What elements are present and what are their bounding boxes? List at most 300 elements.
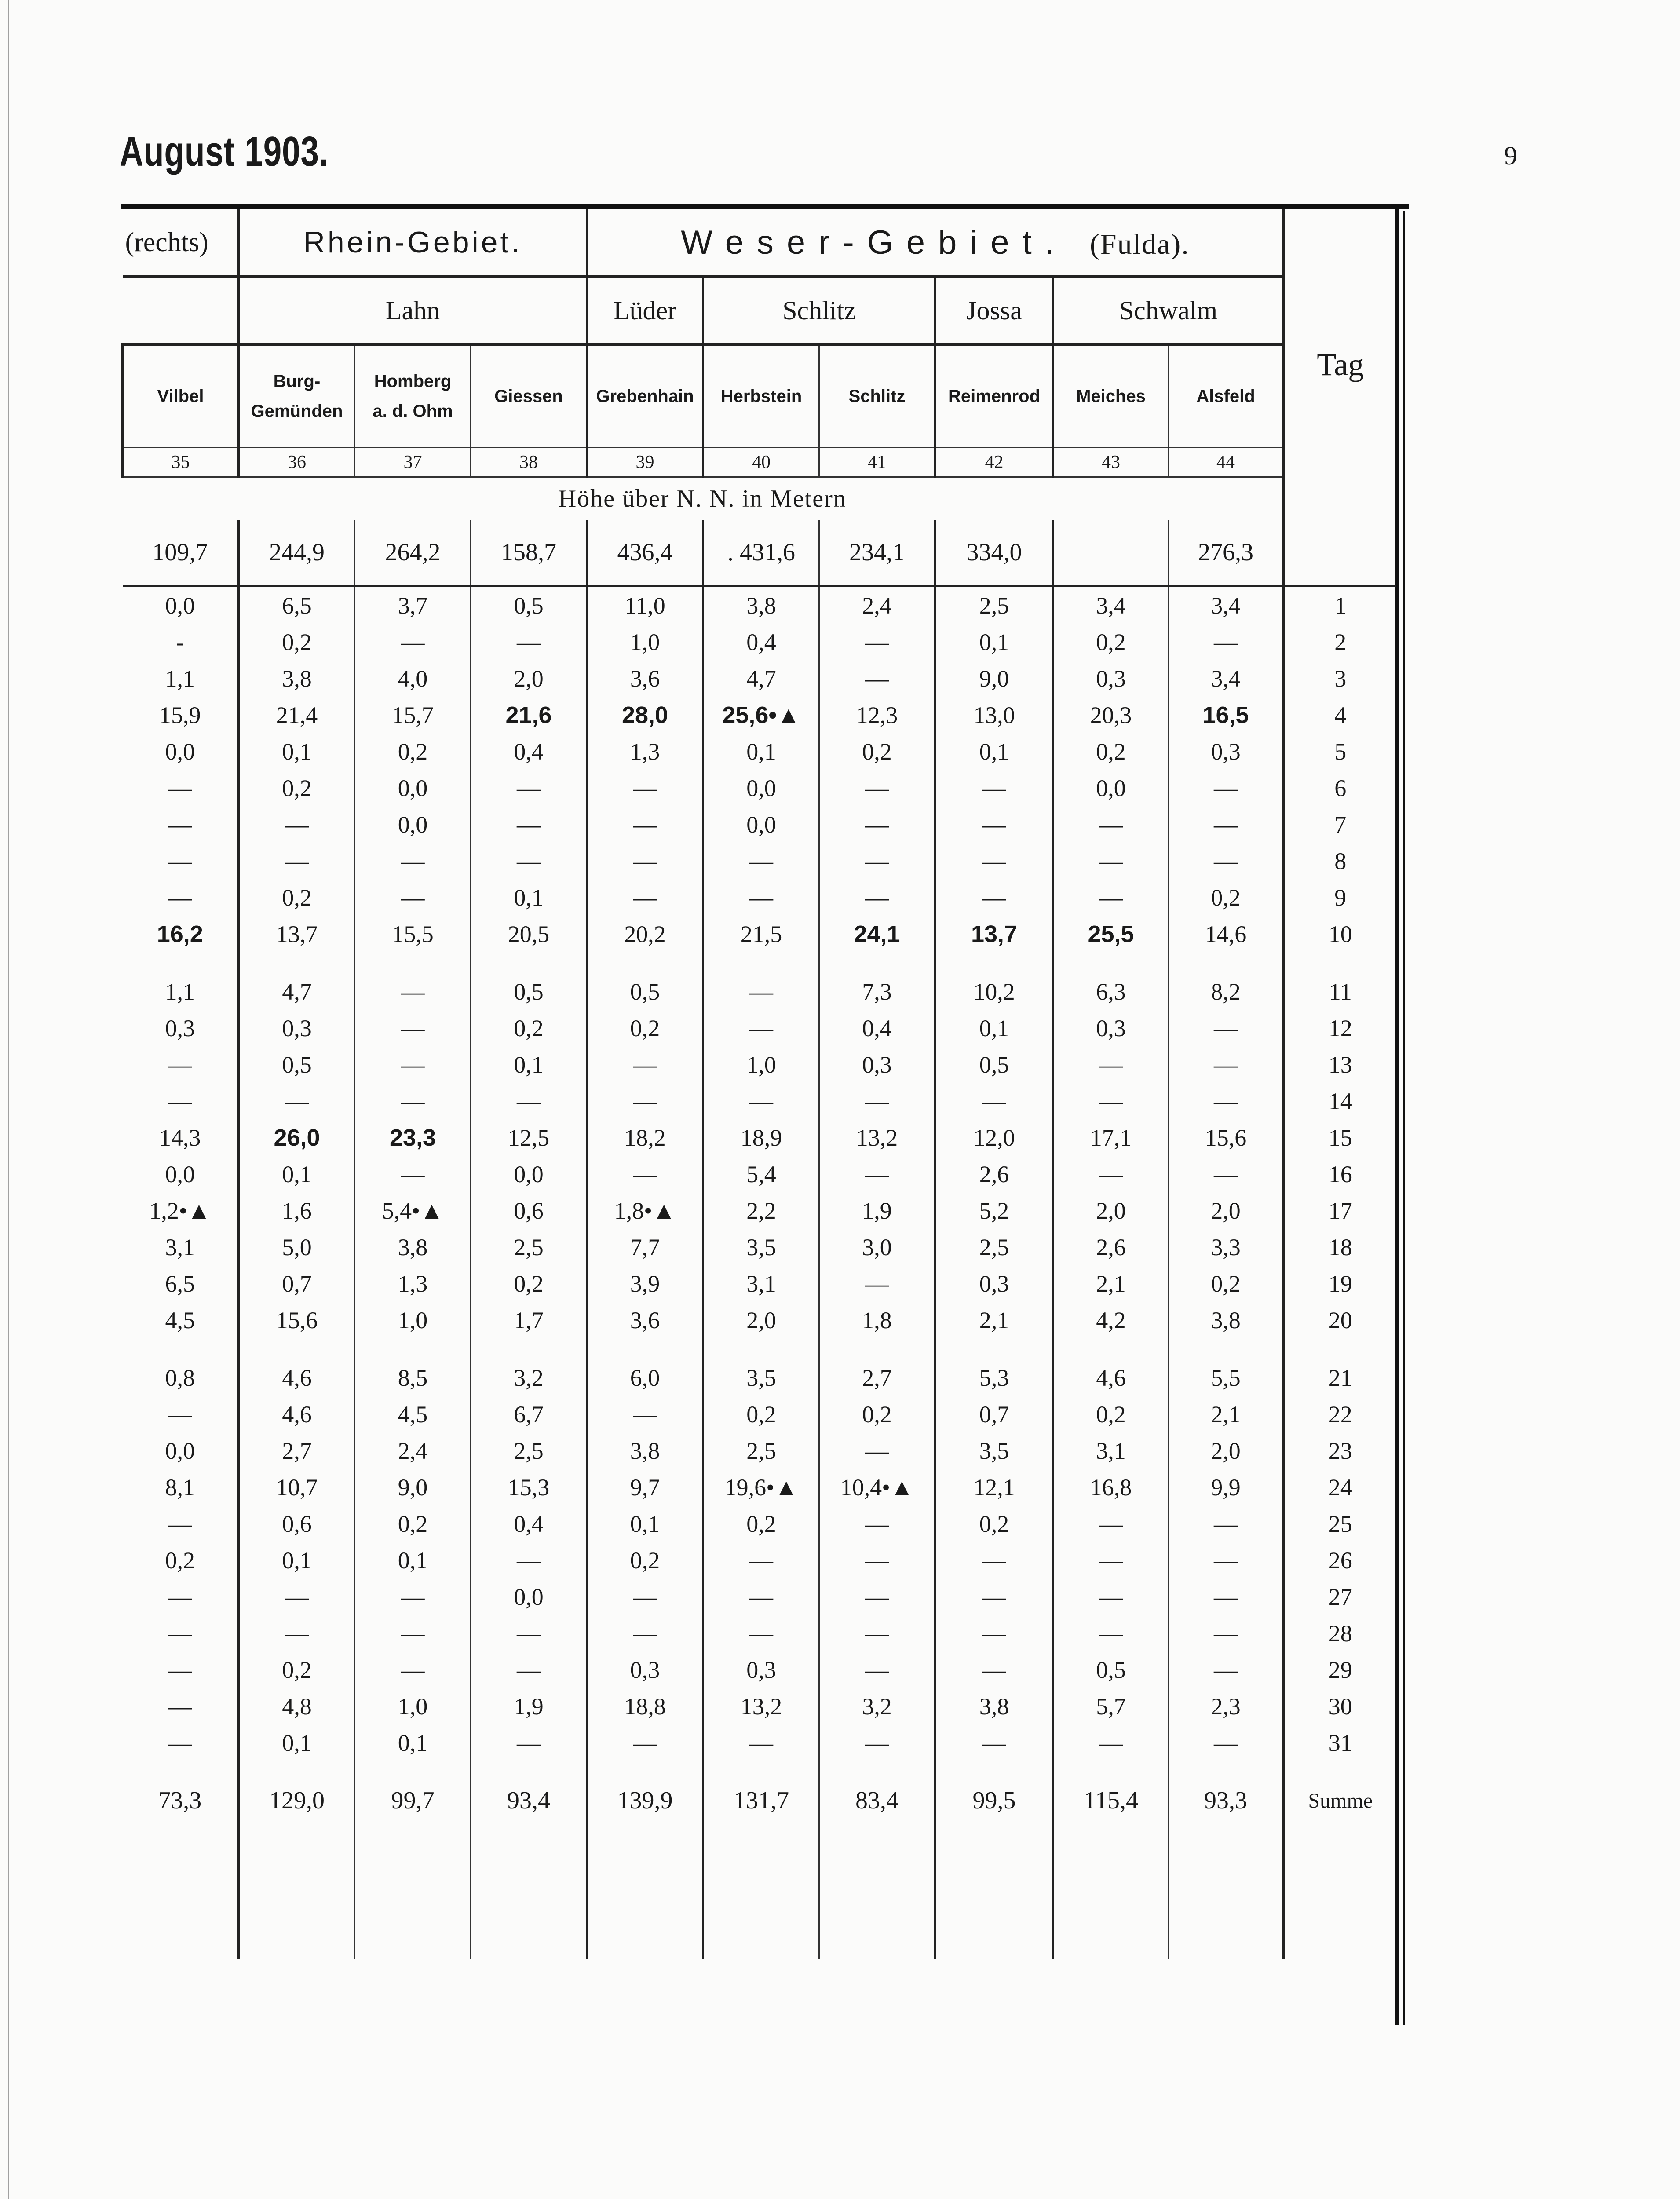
precipitation-cell: — xyxy=(168,811,192,838)
precipitation-cell: 14,6 xyxy=(1169,916,1284,952)
precipitation-cell: — xyxy=(587,879,703,916)
station-herbstein: Herbstein xyxy=(703,345,819,448)
precipitation-cell: — xyxy=(587,843,703,879)
altitude-heading-row xyxy=(123,477,1396,520)
precipitation-cell: 19,6•▲ xyxy=(703,1469,819,1505)
precipitation-cell: — xyxy=(168,774,192,801)
precipitation-cell: — xyxy=(355,1156,471,1192)
precipitation-cell: — xyxy=(935,1542,1053,1578)
precipitation-cell: — xyxy=(819,843,935,879)
table-row xyxy=(123,1469,1396,1505)
precipitation-cell: — xyxy=(168,1583,192,1610)
precipitation-cell: — xyxy=(819,1542,935,1578)
precipitation-cell: 2,0 xyxy=(1053,1192,1169,1229)
precipitation-cell: 7,3 xyxy=(819,973,935,1010)
river-lueder: Lüder xyxy=(587,277,703,345)
precipitation-cell: 20,5 xyxy=(471,916,587,952)
altitude-value: 109,7 xyxy=(123,520,239,586)
precipitation-cell: — xyxy=(935,1615,1053,1651)
precipitation-cell: — xyxy=(703,1578,819,1615)
day-number: 24 xyxy=(1284,1469,1396,1505)
precipitation-cell: 0,8 xyxy=(165,1364,195,1391)
table-row xyxy=(123,1688,1396,1724)
precipitation-cell: 0,2 xyxy=(703,1396,819,1432)
precipitation-cell: 0,2 xyxy=(239,879,355,916)
table-row xyxy=(123,1432,1396,1469)
table-row xyxy=(123,733,1396,770)
precipitation-cell: 1,9 xyxy=(471,1688,587,1724)
sum-row xyxy=(123,1774,1396,1827)
precipitation-cell: — xyxy=(1053,1046,1169,1083)
precipitation-cell: — xyxy=(1053,1578,1169,1615)
precipitation-cell: 0,2 xyxy=(165,1547,195,1574)
precipitation-cell: 2,7 xyxy=(239,1432,355,1469)
precipitation-cell: — xyxy=(168,1401,192,1428)
sum-value: 129,0 xyxy=(239,1774,355,1827)
precipitation-cell: — xyxy=(355,973,471,1010)
precipitation-cell: — xyxy=(819,624,935,660)
precipitation-cell: 0,3 xyxy=(935,1265,1053,1302)
precipitation-cell: — xyxy=(1053,1542,1169,1578)
precipitation-cell: 4,6 xyxy=(239,1359,355,1396)
station-grebenhain: Grebenhain xyxy=(587,345,703,448)
precipitation-cell: 3,8 xyxy=(1169,1302,1284,1338)
day-number: 12 xyxy=(1284,1010,1396,1046)
precipitation-cell: — xyxy=(168,1656,192,1683)
precipitation-cell: 2,2 xyxy=(703,1192,819,1229)
precipitation-cell: — xyxy=(587,1046,703,1083)
sum-separator xyxy=(123,1761,1396,1774)
page-title: August 1903. xyxy=(120,128,329,175)
precipitation-cell: 12,0 xyxy=(935,1119,1053,1156)
precipitation-cell: — xyxy=(471,1724,587,1761)
precipitation-cell: — xyxy=(1053,1156,1169,1192)
precipitation-cell: 23,3 xyxy=(355,1119,471,1156)
precipitation-cell: — xyxy=(168,884,192,911)
precipitation-cell: 2,3 xyxy=(1169,1688,1284,1724)
precipitation-cell: 13,2 xyxy=(703,1688,819,1724)
precipitation-cell: — xyxy=(819,1156,935,1192)
precipitation-cell: — xyxy=(239,1083,355,1119)
station-number: 36 xyxy=(239,448,355,477)
precipitation-cell: 11,0 xyxy=(587,586,703,624)
precipitation-cell: 21,4 xyxy=(239,697,355,733)
precipitation-cell: 0,0 xyxy=(471,1578,587,1615)
precipitation-cell: — xyxy=(819,1578,935,1615)
table-row xyxy=(123,1302,1396,1338)
precipitation-cell: 0,3 xyxy=(1053,660,1169,697)
station-name-row xyxy=(123,345,1396,448)
precipitation-cell: 0,0 xyxy=(355,770,471,806)
altitude-row xyxy=(123,520,1396,586)
precipitation-cell: 9,9 xyxy=(1169,1469,1284,1505)
precipitation-cell: 0,2 xyxy=(1169,879,1284,916)
precipitation-cell: — xyxy=(355,1615,471,1651)
precipitation-cell: — xyxy=(1053,1724,1169,1761)
day-number: 28 xyxy=(1284,1615,1396,1651)
table-row xyxy=(123,1229,1396,1265)
day-number: 2 xyxy=(1284,624,1396,660)
precipitation-cell: — xyxy=(355,879,471,916)
precipitation-cell: — xyxy=(471,806,587,843)
day-number: 15 xyxy=(1284,1119,1396,1156)
precipitation-cell: 12,1 xyxy=(935,1469,1053,1505)
precipitation-cell: — xyxy=(703,1724,819,1761)
precipitation-cell: — xyxy=(1169,1542,1284,1578)
precipitation-cell: 1,1 xyxy=(165,978,195,1005)
daily-values xyxy=(123,586,1396,1761)
precipitation-cell: 0,0 xyxy=(165,1437,195,1464)
precipitation-cell: 6,5 xyxy=(239,586,355,624)
precipitation-cell: — xyxy=(703,879,819,916)
precipitation-cell: 10,4•▲ xyxy=(819,1469,935,1505)
precipitation-cell: 0,6 xyxy=(471,1192,587,1229)
table-row xyxy=(123,1010,1396,1046)
day-number: 11 xyxy=(1284,973,1396,1010)
precipitation-cell: — xyxy=(703,1615,819,1651)
precipitation-cell: — xyxy=(819,879,935,916)
river-schlitz: Schlitz xyxy=(703,277,935,345)
precipitation-cell: 3,2 xyxy=(471,1359,587,1396)
precipitation-cell: 3,8 xyxy=(703,586,819,624)
precipitation-cell: — xyxy=(1169,1083,1284,1119)
precipitation-cell: — xyxy=(587,1396,703,1432)
precipitation-cell: — xyxy=(1053,1615,1169,1651)
station-giessen: Giessen xyxy=(471,345,587,448)
day-number: 17 xyxy=(1284,1192,1396,1229)
precipitation-table xyxy=(121,209,1396,1959)
precipitation-cell: 5,0 xyxy=(239,1229,355,1265)
precipitation-cell: — xyxy=(1169,1156,1284,1192)
precipitation-cell: 0,5 xyxy=(239,1046,355,1083)
precipitation-cell: — xyxy=(1169,1615,1284,1651)
precipitation-cell: 3,2 xyxy=(819,1688,935,1724)
river-blank xyxy=(123,277,239,345)
precipitation-cell: 0,3 xyxy=(1053,1010,1169,1046)
precipitation-cell: 0,0 xyxy=(703,806,819,843)
precipitation-cell: 2,5 xyxy=(935,586,1053,624)
station-schlitz: Schlitz xyxy=(819,345,935,448)
day-number: 6 xyxy=(1284,770,1396,806)
precipitation-cell: 1,7 xyxy=(471,1302,587,1338)
precipitation-cell: 1,3 xyxy=(587,733,703,770)
precipitation-cell: 3,0 xyxy=(819,1229,935,1265)
precipitation-cell: 3,4 xyxy=(1169,586,1284,624)
station-number-row xyxy=(123,448,1396,477)
precipitation-cell: — xyxy=(239,1578,355,1615)
precipitation-cell: — xyxy=(819,1615,935,1651)
sum-value: 73,3 xyxy=(158,1787,202,1814)
table-row xyxy=(123,916,1396,952)
altitude-heading: Höhe über N. N. in Metern xyxy=(558,485,847,512)
precipitation-cell: 3,8 xyxy=(935,1688,1053,1724)
precipitation-cell: 2,1 xyxy=(1053,1265,1169,1302)
table-row xyxy=(123,1083,1396,1119)
precipitation-cell: — xyxy=(1053,879,1169,916)
precipitation-cell: 0,1 xyxy=(471,879,587,916)
precipitation-cell: — xyxy=(471,843,587,879)
precipitation-cell: 3,7 xyxy=(355,586,471,624)
table-row xyxy=(123,586,1396,624)
precipitation-cell: 9,0 xyxy=(935,660,1053,697)
precipitation-cell: 4,5 xyxy=(355,1396,471,1432)
precipitation-cell: 4,5 xyxy=(165,1307,195,1333)
station-burg-gemuenden: Burg- Gemünden xyxy=(239,345,355,448)
precipitation-cell: — xyxy=(1169,1724,1284,1761)
precipitation-cell: — xyxy=(703,1010,819,1046)
precipitation-cell: 0,1 xyxy=(703,733,819,770)
precipitation-cell: 0,3 xyxy=(703,1651,819,1688)
day-number: 25 xyxy=(1284,1505,1396,1542)
precipitation-cell: — xyxy=(1169,1010,1284,1046)
tag-blank xyxy=(1284,520,1396,586)
altitude-value: 334,0 xyxy=(935,520,1053,586)
day-number: 5 xyxy=(1284,733,1396,770)
precipitation-cell: 13,7 xyxy=(239,916,355,952)
precipitation-cell: 2,1 xyxy=(935,1302,1053,1338)
sum-value: 99,5 xyxy=(935,1774,1053,1827)
precipitation-cell: 0,1 xyxy=(587,1505,703,1542)
precipitation-cell: 4,8 xyxy=(239,1688,355,1724)
precipitation-cell: 15,6 xyxy=(1169,1119,1284,1156)
altitude-value: 158,7 xyxy=(471,520,587,586)
precipitation-cell: 7,7 xyxy=(587,1229,703,1265)
precipitation-cell: — xyxy=(935,1083,1053,1119)
table-row xyxy=(123,1542,1396,1578)
precipitation-cell: 4,0 xyxy=(355,660,471,697)
precipitation-cell: 4,2 xyxy=(1053,1302,1169,1338)
block-gap xyxy=(123,1338,1396,1359)
table-tail xyxy=(123,1827,1396,1959)
precipitation-cell: — xyxy=(819,1083,935,1119)
precipitation-cell: 9,0 xyxy=(355,1469,471,1505)
sum-value: 99,7 xyxy=(355,1774,471,1827)
precipitation-cell: — xyxy=(168,1051,192,1078)
precipitation-cell: — xyxy=(587,1615,703,1651)
precipitation-cell: 16,8 xyxy=(1053,1469,1169,1505)
precipitation-cell: 0,2 xyxy=(819,733,935,770)
precipitation-cell: 0,5 xyxy=(471,586,587,624)
precipitation-cell: 5,3 xyxy=(935,1359,1053,1396)
precipitation-cell: 0,1 xyxy=(355,1724,471,1761)
weser-gebiet-heading xyxy=(587,209,1284,277)
day-number: 18 xyxy=(1284,1229,1396,1265)
precipitation-cell: 15,5 xyxy=(355,916,471,952)
precipitation-cell: — xyxy=(355,843,471,879)
precipitation-cell: 0,2 xyxy=(471,1265,587,1302)
day-number: 1 xyxy=(1284,586,1396,624)
day-number: 8 xyxy=(1284,843,1396,879)
precipitation-cell: 2,0 xyxy=(1169,1192,1284,1229)
altitude-value: 234,1 xyxy=(819,520,935,586)
day-number: 3 xyxy=(1284,660,1396,697)
precipitation-cell: — xyxy=(1169,843,1284,879)
precipitation-cell: 1,1 xyxy=(165,665,195,692)
precipitation-cell: 0,4 xyxy=(471,1505,587,1542)
station-reimenrod: Reimenrod xyxy=(935,345,1053,448)
precipitation-cell: 1,9 xyxy=(819,1192,935,1229)
precipitation-cell: 16,2 xyxy=(157,921,203,947)
precipitation-cell: 4,7 xyxy=(239,973,355,1010)
precipitation-cell: 2,6 xyxy=(1053,1229,1169,1265)
precipitation-cell: 0,1 xyxy=(935,624,1053,660)
table-row xyxy=(123,624,1396,660)
station-number: 44 xyxy=(1169,448,1284,477)
precipitation-cell: — xyxy=(819,1505,935,1542)
table-row xyxy=(123,1156,1396,1192)
station-number: 37 xyxy=(355,448,471,477)
table-row xyxy=(123,1046,1396,1083)
precipitation-cell: — xyxy=(355,1651,471,1688)
precipitation-cell: — xyxy=(819,1432,935,1469)
table-row xyxy=(123,1615,1396,1651)
precipitation-cell: — xyxy=(471,1083,587,1119)
precipitation-cell: — xyxy=(168,1693,192,1720)
sum-value: 131,7 xyxy=(703,1774,819,1827)
precipitation-cell: 0,5 xyxy=(1053,1651,1169,1688)
precipitation-cell: 3,5 xyxy=(935,1432,1053,1469)
precipitation-cell: - xyxy=(176,628,184,655)
table-row xyxy=(123,1119,1396,1156)
station-meiches: Meiches xyxy=(1053,345,1169,448)
region-header-row xyxy=(123,209,1396,277)
precipitation-cell: 0,1 xyxy=(471,1046,587,1083)
precipitation-cell: 0,0 xyxy=(355,806,471,843)
table-row xyxy=(123,1265,1396,1302)
page-number: 9 xyxy=(1504,141,1517,170)
station-number: 42 xyxy=(935,448,1053,477)
precipitation-cell: 13,7 xyxy=(935,916,1053,952)
table-row xyxy=(123,1651,1396,1688)
precipitation-cell: 2,4 xyxy=(819,586,935,624)
precipitation-cell: 0,7 xyxy=(935,1396,1053,1432)
precipitation-cell: 15,3 xyxy=(471,1469,587,1505)
altitude-value: 264,2 xyxy=(355,520,471,586)
precipitation-cell: 8,5 xyxy=(355,1359,471,1396)
precipitation-cell: 0,0 xyxy=(471,1156,587,1192)
river-jossa: Jossa xyxy=(935,277,1053,345)
precipitation-cell: — xyxy=(239,806,355,843)
precipitation-cell: 0,5 xyxy=(935,1046,1053,1083)
table-row xyxy=(123,1578,1396,1615)
precipitation-cell: 0,4 xyxy=(471,733,587,770)
precipitation-cell: 5,2 xyxy=(935,1192,1053,1229)
precipitation-cell: — xyxy=(355,624,471,660)
precipitation-cell: 0,2 xyxy=(239,770,355,806)
precipitation-cell: — xyxy=(355,1083,471,1119)
precipitation-cell: 21,6 xyxy=(471,697,587,733)
precipitation-cell: 0,3 xyxy=(819,1046,935,1083)
precipitation-cell: — xyxy=(935,806,1053,843)
precipitation-cell: 26,0 xyxy=(239,1119,355,1156)
station-number: 39 xyxy=(587,448,703,477)
precipitation-cell: 0,6 xyxy=(239,1505,355,1542)
precipitation-cell: 16,5 xyxy=(1169,697,1284,733)
precipitation-cell: 24,1 xyxy=(819,916,935,952)
precipitation-cell: 9,7 xyxy=(587,1469,703,1505)
day-number: 27 xyxy=(1284,1578,1396,1615)
precipitation-cell: 4,7 xyxy=(703,660,819,697)
precipitation-cell: — xyxy=(1169,770,1284,806)
precipitation-cell: 1,0 xyxy=(703,1046,819,1083)
precipitation-cell: — xyxy=(168,1510,192,1537)
precipitation-cell: 1,3 xyxy=(355,1265,471,1302)
precipitation-cell: 28,0 xyxy=(587,697,703,733)
precipitation-cell: 6,0 xyxy=(587,1359,703,1396)
precipitation-cell: 15,7 xyxy=(355,697,471,733)
table-row xyxy=(123,973,1396,1010)
precipitation-cell: 1,2•▲ xyxy=(149,1197,211,1224)
precipitation-cell: — xyxy=(587,1083,703,1119)
precipitation-cell: — xyxy=(471,1651,587,1688)
day-number: 29 xyxy=(1284,1651,1396,1688)
precipitation-cell: 13,0 xyxy=(935,697,1053,733)
precipitation-cell: 0,2 xyxy=(1169,1265,1284,1302)
table-row xyxy=(123,1359,1396,1396)
precipitation-cell: — xyxy=(587,1156,703,1192)
precipitation-cell: 2,0 xyxy=(471,660,587,697)
precipitation-cell: 5,4 xyxy=(703,1156,819,1192)
precipitation-cell: — xyxy=(355,1010,471,1046)
sum-value: 83,4 xyxy=(819,1774,935,1827)
day-number: 10 xyxy=(1284,916,1396,952)
precipitation-cell: — xyxy=(471,1615,587,1651)
precipitation-cell: 1,0 xyxy=(355,1302,471,1338)
precipitation-cell: 0,0 xyxy=(703,770,819,806)
precipitation-cell: — xyxy=(819,1651,935,1688)
precipitation-cell: 0,2 xyxy=(239,624,355,660)
precipitation-cell: — xyxy=(935,1724,1053,1761)
precipitation-cell: 17,1 xyxy=(1053,1119,1169,1156)
sum-value: 139,9 xyxy=(587,1774,703,1827)
precipitation-cell: 5,7 xyxy=(1053,1688,1169,1724)
weser-gebiet-title: Weser-Gebiet. xyxy=(681,223,1067,261)
precipitation-cell: 0,5 xyxy=(471,973,587,1010)
precipitation-cell: 13,2 xyxy=(819,1119,935,1156)
day-number: 20 xyxy=(1284,1302,1396,1338)
station-number: 41 xyxy=(819,448,935,477)
precipitation-cell: 0,1 xyxy=(239,1156,355,1192)
precipitation-cell: 0,4 xyxy=(819,1010,935,1046)
day-number: 13 xyxy=(1284,1046,1396,1083)
precipitation-cell: 3,1 xyxy=(703,1265,819,1302)
precipitation-cell: 0,2 xyxy=(239,1651,355,1688)
precipitation-cell: 20,3 xyxy=(1053,697,1169,733)
precipitation-cell: 4,6 xyxy=(1053,1359,1169,1396)
precipitation-cell: 0,2 xyxy=(587,1542,703,1578)
precipitation-cell: 3,8 xyxy=(587,1432,703,1469)
table-row xyxy=(123,660,1396,697)
precipitation-cell: 0,0 xyxy=(165,592,195,619)
precipitation-cell: 0,2 xyxy=(355,733,471,770)
precipitation-cell: 2,4 xyxy=(355,1432,471,1469)
precipitation-cell: 0,2 xyxy=(1053,1396,1169,1432)
precipitation-cell: 2,5 xyxy=(703,1432,819,1469)
precipitation-cell: 6,7 xyxy=(471,1396,587,1432)
precipitation-cell: 18,9 xyxy=(703,1119,819,1156)
precipitation-cell: 21,5 xyxy=(703,916,819,952)
precipitation-cell: 3,4 xyxy=(1053,586,1169,624)
precipitation-cell: — xyxy=(587,806,703,843)
precipitation-cell: — xyxy=(935,1651,1053,1688)
precipitation-cell: 0,1 xyxy=(355,1542,471,1578)
precipitation-cell: 0,3 xyxy=(587,1651,703,1688)
day-number: 4 xyxy=(1284,697,1396,733)
precipitation-cell: — xyxy=(935,1578,1053,1615)
precipitation-cell: 2,6 xyxy=(935,1156,1053,1192)
precipitation-cell: 0,2 xyxy=(819,1396,935,1432)
day-number: 30 xyxy=(1284,1688,1396,1724)
